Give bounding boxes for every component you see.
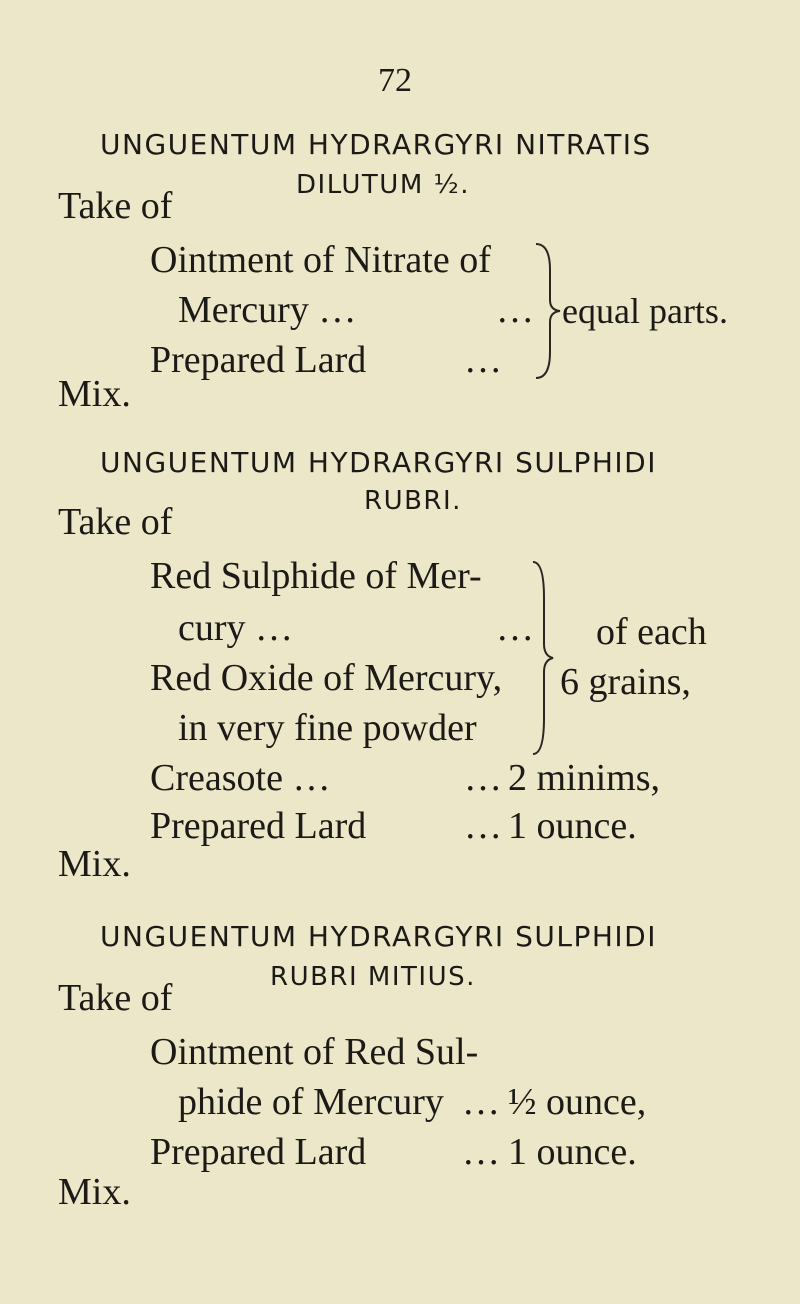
- take-of-label: Take of: [58, 977, 173, 1019]
- leader-dots: …: [496, 607, 534, 649]
- mix-label: Mix.: [58, 373, 131, 415]
- take-of-label: Take of: [58, 501, 173, 543]
- ingredient-line: phide of Mercury: [178, 1081, 444, 1123]
- leader-dots: …: [464, 339, 502, 381]
- ingredient-line: Prepared Lard: [150, 1131, 367, 1173]
- recipe-title: UNGUENTUM HYDRARGYRI SULPHIDI: [100, 446, 657, 479]
- recipe-subtitle: RUBRI.: [364, 486, 462, 516]
- recipe-title: UNGUENTUM HYDRARGYRI NITRATIS: [100, 128, 652, 161]
- leader-dots: …: [462, 1131, 500, 1173]
- quantity-text: 1 ounce.: [508, 1131, 637, 1173]
- quantity-text: equal parts.: [562, 291, 728, 331]
- ingredient-line: Mercury …: [178, 289, 357, 331]
- quantity-text: ½ ounce,: [508, 1081, 647, 1123]
- ingredient-line: cury …: [178, 607, 294, 649]
- ingredient-line: Prepared Lard: [150, 339, 367, 381]
- quantity-text: 6 grains,: [560, 661, 691, 703]
- quantity-text: of each: [596, 611, 707, 653]
- leader-dots: …: [496, 289, 534, 331]
- recipe-subtitle: DILUTUM ½.: [296, 170, 470, 200]
- quantity-text: 2 minims,: [508, 757, 661, 799]
- ingredient-line: Prepared Lard: [150, 805, 367, 847]
- leader-dots: …: [464, 757, 502, 799]
- ingredient-line: Ointment of Nitrate of: [150, 239, 491, 281]
- mix-label: Mix.: [58, 843, 131, 885]
- brace-icon: [532, 240, 562, 382]
- ingredient-line: Creasote …: [150, 757, 331, 799]
- ingredient-line: Ointment of Red Sul-: [150, 1031, 479, 1073]
- mix-label: Mix.: [58, 1171, 131, 1213]
- ingredient-line: Red Oxide of Mercury,: [150, 657, 503, 699]
- leader-dots: …: [464, 805, 502, 847]
- take-of-label: Take of: [58, 185, 173, 227]
- ingredient-line: Red Sulphide of Mer-: [150, 555, 482, 597]
- brace-icon: [530, 558, 556, 758]
- recipe-subtitle: RUBRI MITIUS.: [270, 962, 476, 992]
- ingredient-line: in very fine powder: [178, 707, 477, 749]
- quantity-text: 1 ounce.: [508, 805, 637, 847]
- page-number: 72: [378, 62, 412, 99]
- leader-dots: …: [462, 1081, 500, 1123]
- recipe-title: UNGUENTUM HYDRARGYRI SULPHIDI: [100, 920, 657, 953]
